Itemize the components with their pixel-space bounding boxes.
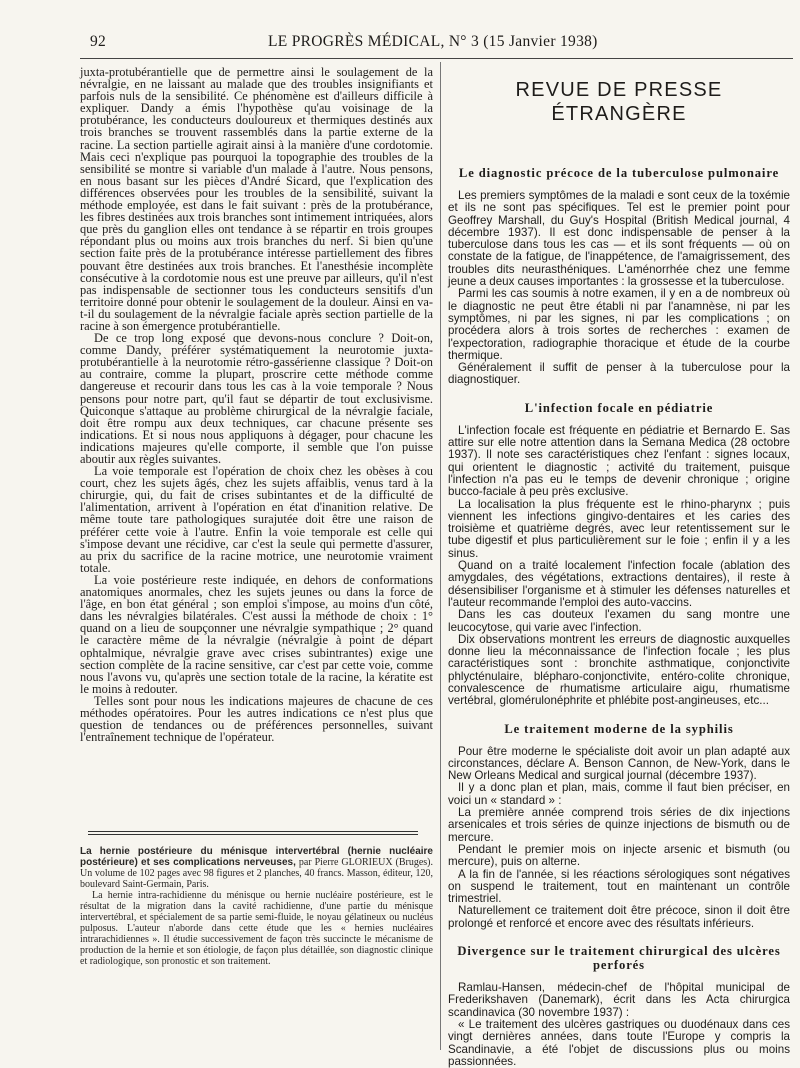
paragraph: Dans les cas douteux l'examen du sang montre une leucocytose, qui varie avec l'infection. — [448, 608, 790, 634]
column-divider — [440, 62, 441, 1050]
article-title: Le diagnostic précoce de la tuberculose pulmonaire — [458, 166, 780, 180]
running-title: LE PROGRÈS MÉDICAL, N° 3 (15 Janvier 1938) — [268, 33, 598, 50]
page-number: 92 — [90, 33, 107, 50]
paragraph: De ce trop long exposé que devons-nous conclure ? Doit-on, comme Dandy, préférer systématiquement la neurotomie juxta-protubérantielle à la neurotomie rétro-gassérienne classique ? Doit-on au contraire, comme la plupart, proscrire cette méthode comme dangereuse et recourir dans tous les cas à la voie temporale ? Nous pensons pour notre part, qu'il faut se départir de tout exclusivisme. Quiconque s'attaque au problème chirurgical de la névralgie faciale, doit être rompu aux deux techniques, car chacune présente ses indications. Et si nous nous appliquons à dégager, pour chacune les indications majeures qu'elle comporte, il semble que l'on puisse aboutir aux règles suivantes. — [80, 331, 433, 466]
paragraph: Dix observations montrent les erreurs de diagnostic auxquelles donne lieu la méconnaissance de l'infection focale ; les plus caractéristiques sont : bronchite asthmatique, conjonctivite phlycténulaire, blépharo-conjonctivite, entéro-colite chronique, convalescence de rhumatisme articulaire aigu, rhumatisme vertébral, glomérulonéphrite et phlébite post-angineuses, etc... — [448, 632, 790, 708]
paragraph: Les premiers symptômes de la maladi e sont ceux de la toxémie et ils ne sont pas spécifiques. Tel est le premier point pour Geoffrey Marshall, du Guy's Hospital (British Medical journal, 4 décembre 1937). Il est donc indispensable de penser à la tuberculose dans tous les cas — et ils sont fréquents — où on constate de la fatigue, de l'inappétence, de l'amaigrissement, des troubles dits neurasthéniques. L'aménorrhée chez une femme jeune a deux causes importantes : la grossesse et la tuberculose. — [448, 189, 790, 289]
paragraph: La voie postérieure reste indiquée, en dehors de conformations anatomiques anormales, chez les sujets jeunes ou dans la force de l'âge, en bon état général ; son emploi s'impose, au moins d'un côté, dans les névralgies bilatérales. C'est aussi la méthode de choix : 1° quand on a lieu de soupçonner une névralgie sympathique ; 2° quand le caractère même de la névralgie (névralgie à point de départ ophtalmique, névralgie grave avec crises subintrantes) exige une section complète de la racine sensitive, car c'est par cette voie, comme nous l'avons vu, qu'après une section totale de la racine, la kératite est le moins à redouter. — [80, 572, 433, 696]
book-review — [80, 846, 433, 967]
review-rule — [88, 831, 418, 832]
paragraph: La voie temporale est l'opération de choix chez les obèses à cou court, chez les sujets âgés, chez les sujets affaiblis, venus tard à la chirurgie, qui, du fait de crises subintantes et de la difficulté de l'alimentation, arrivent à l'opération en état d'inanition relative. De même toute tare pathologiques surajutée doit être une raison de préférer cette voie à l'autre. Enfin la voie temporale est celle qui s'impose devant une récidive, car c'est la seule qui permette d'assurer, au prix du sacrifice de la racine motrice, une neurotomie vraiment totale. — [80, 464, 433, 575]
paragraph: Pendant le premier mois on injecte arsenic et bismuth (ou mercure), puis on alterne. — [448, 842, 790, 869]
left-column — [80, 66, 433, 743]
paragraph: « Le traitement des ulcères gastriques ou duodénaux dans ces vingt dernières années, dans toute l'Europe y compris la Scandinavie, a été l'objet de discussions plus ou moins passionnées. — [448, 1017, 790, 1068]
paragraph: juxta-protubérantielle que de permettre ainsi le soulagement de la névralgie, en ne laissant au malade que des troubles insignifiants et parfois nuls de la sensibilité. Ce phénomène est d'ailleurs difficile à expliquer. Dandy a émis l'hypothèse qu'au voisinage de la protubérance, les conducteurs douloureux et thermiques destinés aux trois branches se trouvent rassemblés dans la partie externe de la racine. La section partielle agirait ainsi à la manière d'une cordotomie. Mais ceci n'explique pas pourquoi la topographie des troubles de la sensibilité se montre si variable d'un malade à l'autre. Nous pensons, en nous basant sur les pièces d'André Sicard, que l'explication des différences observées pour les troubles de la sensibilité, suivant la méthode employée, est dans le fait suivant : près de la protubérance, les fibres destinées aux trois branches sont intimement intriquées, alors que près du ganglion elles ont tendance à se répartir en trois groupes répondant plus ou moins aux trois branches du nerf. Si bien qu'une section faite près de la protubérance intéresse partiellement des fibres pouvant être destinées aux trois branches. Et l'anesthésie incomplète consécutive à la cordotomie nous est une preuve par ailleurs, qu'il n'est pas indispensable de sectionner tous les conducteurs sensitifs d'un territoire donné pour obtenir le soulagement de la douleur. Ainsi en va-t-il du soulagement de la névralgie faciale après section partielle de la racine à son émergence protubérantielle. — [80, 65, 433, 333]
paragraph: Naturellement ce traitement doit être précoce, sinon il doit être prolongé et renforcé et encore avec des résultats inférieurs. — [448, 904, 790, 930]
header-rule — [80, 58, 793, 59]
paragraph: L'infection focale est fréquente en pédiatrie et Bernardo E. Sas attire sur elle notre attention dans la Semana Medica (28 octobre 1937). Il note ses caractéristiques chez l'enfant : signes locaux, qui orientent le diagnostic ; activité du traitement, puisque l'infection n'a pas eu le temps de devenir chronique ; origine bucco-faciale à peu près exclusive. — [448, 423, 790, 499]
paragraph: Pour être moderne le spécialiste doit avoir un plan adapté aux circonstances, déclare A. Benson Cannon, de New-York, dans le New Orleans Medical and surgical journal (décembre 1937). — [448, 744, 790, 783]
review-header — [80, 846, 433, 890]
review-rule — [88, 834, 418, 835]
paragraph: Parmi les cas soumis à notre examen, il y en a de nombreux où le diagnostic ne peut être établi ni par l'anamnèse, ni par les symptômes, ni par les signes, ni par les complications ; on procédera alors à trois sortes de recherches : examen de l'expectoration, radiographie thoracique et étude de la courbe thermique. — [448, 287, 790, 362]
right-column — [448, 66, 790, 1068]
paragraph: Généralement il suffit de penser à la tuberculose pour la diagnostiquer. — [448, 361, 790, 387]
paragraph: La localisation la plus fréquente est le rhino-pharynx ; puis viennent les infections gingivo-dentaires et les caries des troisième et quatrième degrés, avec leur retentissement sur le tube digestif et plus particulièrement sur le foie ; enfin il y a les sinus. — [448, 497, 790, 560]
review-body: La hernie intra-rachidienne du ménisque ou hernie nucléaire postérieure, est le résultat de la migration dans la cavité rachidienne, d'une partie du ménisque intervertébral, et spécialement de sa partie semi-fluide, le noyau gélatineux ou nucléus pulposus. L'auteur n'aborde dans cette étude que les « hernies nucléaires intrarachidiennes ». Il étudie successivement de façon très succincte le mécanisme de production de la hernie et son étiologie, de façon plus détaillée, son diagnostic clinique et radiologique, son pronostic et son traitement. — [80, 890, 433, 967]
section-heading: REVUE DE PRESSE ÉTRANGÈRE — [515, 79, 723, 125]
paragraph: Telles sont pour nous les indications majeures de chacune de ces méthodes opératoires. Pour les autres indications ce n'est plus que question de tendances ou de préférences personnelles, suivant l'entraînement technique de l'opérateur. — [80, 693, 433, 745]
paragraph: A la fin de l'année, si les réactions sérologiques sont négatives on suspend le traitement, tout en maintenant un contrôle trimestriel. — [448, 867, 790, 906]
page-header — [90, 33, 710, 53]
article-title: Divergence sur le traitement chirurgical des ulcères perforés — [457, 944, 781, 973]
paragraph: Quand on a traité localement l'infection focale (ablation des amygdales, des végétations, extractions dentaires), il reste à désensibiliser l'organisme et à stimuler les défenses naturelles et l'auteur recommande l'emploi des auto-vaccins. — [448, 559, 790, 609]
review-details: par Pierre GLORIEUX (Bruges). Un volume de 102 pages avec 98 figures et 2 planches, 40 francs. Masson, éditeur, 120, boulevard Saint-Germain, Paris. — [80, 857, 433, 890]
paragraph: Ramlau-Hansen, médecin-chef de l'hôpital municipal de Frederikshaven (Danemark), écrit dans les Acta chirurgica scandinavica (30 novembre 1937) : — [448, 981, 790, 1019]
article-title: Le traitement moderne de la syphilis — [504, 721, 734, 736]
paragraph: Il y a donc plan et plan, mais, comme il faut bien préciser, en voici un « standard » : — [448, 781, 790, 807]
review-title: La hernie postérieure du ménisque intervertébral (hernie nucléaire postérieure) et ses complications nerveuses, — [80, 846, 433, 868]
article-title: L'infection focale en pédiatrie — [524, 400, 714, 415]
paragraph: La première année comprend trois séries de dix injections arsenicales et trois séries de quinze injections de bismuth ou de mercure. — [448, 806, 790, 844]
